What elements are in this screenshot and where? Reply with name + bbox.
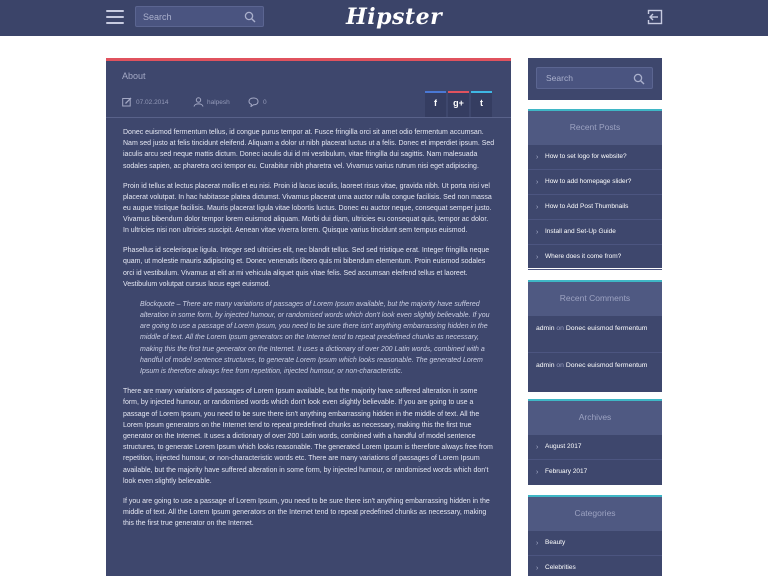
comment-author[interactable]: admin — [536, 362, 555, 369]
recent-posts-list — [528, 145, 662, 270]
chevron-right-icon: › — [536, 565, 539, 572]
comment-icon — [248, 97, 259, 107]
widget-accent-stripe — [528, 109, 662, 111]
article-comment-count[interactable]: 0 — [263, 99, 267, 106]
recent-post-item[interactable] — [528, 170, 662, 195]
chevron-right-icon: › — [536, 229, 539, 236]
googleplus-icon: g+ — [453, 98, 464, 108]
facebook-icon: f — [434, 98, 437, 108]
recent-post-item[interactable] — [528, 145, 662, 170]
article-divider — [106, 117, 511, 118]
chevron-right-icon: › — [536, 179, 539, 186]
user-icon — [193, 97, 204, 107]
archive-item[interactable] — [528, 460, 662, 485]
recent-post-link[interactable]: How to Add Post Thumbnails — [545, 203, 629, 210]
archives-list — [528, 435, 662, 485]
top-navigation-bar — [0, 0, 768, 36]
article-title: About — [122, 71, 146, 81]
article-paragraph: If you are going to use a passage of Lorem Ipsum, you need to be sure there isn't anything embarrassing hidden in the middle of text. All the Lorem Ipsum generators on the Internet tend to repeat predefined chunks as necessary, making this the first true generator on the Internet. — [123, 497, 490, 528]
category-link[interactable]: Beauty — [545, 539, 566, 546]
recent-post-link[interactable]: Where does it come from? — [545, 253, 622, 260]
twitter-icon: t — [480, 98, 483, 108]
recent-post-item[interactable] — [528, 220, 662, 245]
facebook-accent-bar — [425, 91, 446, 93]
comment-on-label: on — [556, 325, 564, 332]
search-icon[interactable] — [633, 73, 645, 85]
archives-title: Archives — [578, 412, 612, 422]
header-search — [135, 6, 264, 27]
chevron-right-icon: › — [536, 444, 539, 451]
categories-header — [528, 495, 662, 531]
search-icon[interactable] — [244, 11, 256, 23]
widget-accent-stripe — [528, 280, 662, 282]
recent-post-link[interactable]: Install and Set-Up Guide — [545, 228, 616, 235]
article-paragraph: Proin id tellus at lectus placerat mollis et eu nisi. Proin id lacus iaculis, laoreet risus vitae, gravida nibh. Ut porta nisi vel placerat volutpat. In hac habitasse platea dictumst. Vivamus placerat urna auctor nulla congue facilisis. Sed non massa eu augue tristique facilisis. Mauris placerat ligula vitae lobortis luctus. Donec eu auctor neque, consequat semper justo. Vivamus bibendum dolor tempor lorem euismod aliquam. Morbi dui diam, ultricies eu consequat quis, tempor ac dolor. In ultricies nisi non ultricies suscipit. Aenean vitae viverra lorem. Quisque varius tincidunt sem tempus euismod. — [123, 182, 492, 235]
share-facebook-button[interactable] — [425, 91, 446, 117]
chevron-right-icon: › — [536, 540, 539, 547]
recent-posts-widget — [528, 109, 662, 268]
article-paragraph: Donec euismod fermentum tellus, id congue purus tempor at. Fusce fringilla orci sit amet odio fermentum accumsan. Nam sed justo at felis tincidunt eleifend. Aliquam a dolor ut nibh placerat luctus ut a felis. Donec et imperdiet ipsum. Sed iaculis arcu sed neque mattis dictum. Donec iaculis dui id mi vestibulum, vitae fringilla dui sagittis. Nam malesuada sodales sapien, ac pharetra orci tempor eu. Curabitur nibh pharetra vel. Vivamus varius rutrum nisi eget adipiscing. — [123, 129, 495, 170]
widget-accent-stripe — [528, 495, 662, 497]
recent-posts-title: Recent Posts — [569, 122, 621, 132]
archive-link[interactable]: February 2017 — [545, 468, 588, 475]
share-googleplus-button[interactable] — [448, 91, 469, 117]
article-author[interactable]: halpesh — [207, 99, 230, 106]
recent-post-link[interactable]: How to add homepage slider? — [545, 178, 632, 185]
article-paragraph: There are many variations of passages of Lorem Ipsum available, but the majority have suffered alteration in some form, by injected humour, or randomised words which don't look even slightly believable. If you are going to use a passage of Lorem Ipsum, you need to be sure there isn't anything embarrassing hidden in the middle of text. All the Lorem Ipsum generators on the Internet tend to repeat predefined chunks as necessary, making this the first true generator on the Internet. It uses a dictionary of over 200 Latin words, combined with a handful of model sentence structures, to generate Lorem Ipsum which looks reasonable. The generated Lorem Ipsum is therefore always free from repetition, injected humour, or non-characteristic words etc. There are many variations of passages of Lorem Ipsum available, but the majority have suffered alteration in some form, by injected humour, or randomised words which don't look even slightly believable. — [123, 388, 493, 485]
archive-item[interactable] — [528, 435, 662, 460]
comment-post-link[interactable]: Donec euismod fermentum — [565, 362, 648, 369]
category-link[interactable]: Celebrities — [545, 564, 576, 571]
article-paragraph: Phasellus id scelerisque ligula. Integer sed ultricies elit, nec blandit tellus. Sed sed tristique erat. Integer fringilla neque quam, ut molestie mauris adipiscing et. Donec venenatis libero quis mi bibendum elementum. Proin euismod sodales orci id vestibulum. Vivamus at elit at mi vehicula aliquet quis vitae felis. Sed accumsan eleifend tellus et laoreet. Vestibulum volutpat cursus lacus eget euismod. — [123, 247, 490, 288]
article-accent-stripe — [106, 58, 511, 61]
article-panel — [106, 58, 511, 576]
chevron-right-icon: › — [536, 469, 539, 476]
archives-widget — [528, 399, 662, 485]
recent-comment-item — [528, 353, 662, 390]
comment-post-link[interactable]: Donec euismod fermentum — [565, 325, 648, 332]
widget-accent-stripe — [528, 399, 662, 401]
recent-post-link[interactable]: How to set logo for website? — [545, 153, 627, 160]
site-logo[interactable]: Hipster — [346, 4, 443, 30]
chevron-right-icon: › — [536, 204, 539, 211]
categories-title: Categories — [574, 508, 616, 518]
category-item[interactable] — [528, 556, 662, 576]
comment-on-label: on — [556, 362, 564, 369]
hamburger-icon[interactable] — [106, 10, 124, 24]
article-body — [123, 127, 495, 538]
article-date: 07.02.2014 — [136, 99, 169, 106]
recent-comments-title: Recent Comments — [559, 293, 631, 303]
chevron-right-icon: › — [536, 154, 539, 161]
recent-posts-header — [528, 109, 662, 145]
sidebar-search — [536, 67, 653, 89]
chevron-right-icon: › — [536, 254, 539, 261]
article-blockquote: Blockquote – There are many variations of passages of Lorem Ipsum available, but the majority have suffered alteration in some form, by injected humour, or randomised words which don't look even slightly believable. If you are going to use a passage of Lorem Ipsum, you need to be sure there isn't anything embarrassing hidden in the middle of text. All the Lorem Ipsum generators on the Internet tend to repeat predefined chunks as necessary, making this the first true generator on the Internet. It uses a dictionary of over 200 Latin words, combined with a handful of model sentence structures, to generate Lorem Ipsum which looks reasonable. The generated Lorem Ipsum is therefore always free from repetition, injected humour, or non-characteristic. — [140, 300, 490, 375]
logout-icon[interactable] — [647, 9, 663, 25]
category-item[interactable] — [528, 531, 662, 556]
recent-post-item[interactable] — [528, 195, 662, 220]
categories-list — [528, 531, 662, 576]
recent-comments-header — [528, 280, 662, 316]
edit-icon — [122, 97, 132, 107]
googleplus-accent-bar — [448, 91, 469, 93]
archive-link[interactable]: August 2017 — [545, 443, 582, 450]
comment-author[interactable]: admin — [536, 325, 555, 332]
recent-post-item[interactable] — [528, 245, 662, 270]
archives-header — [528, 399, 662, 435]
recent-comment-item — [528, 316, 662, 353]
sidebar-search-widget — [528, 58, 662, 100]
twitter-accent-bar — [471, 91, 492, 93]
categories-widget — [528, 495, 662, 576]
recent-comments-widget — [528, 280, 662, 392]
share-twitter-button[interactable] — [471, 91, 492, 117]
